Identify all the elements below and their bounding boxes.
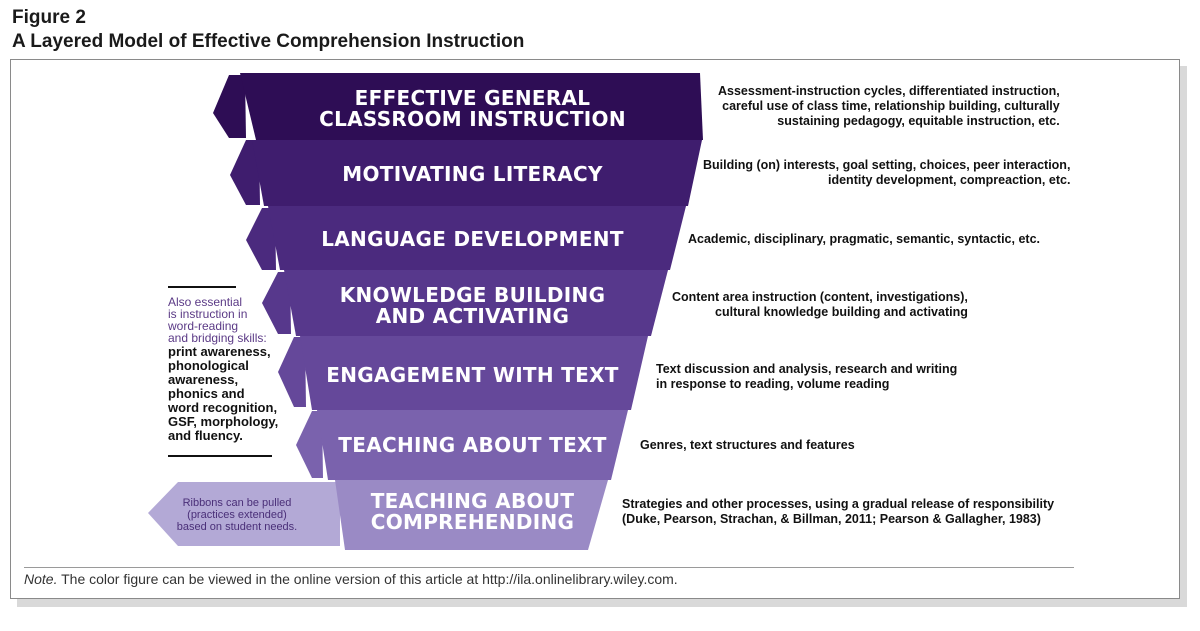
figure-note bbox=[24, 571, 678, 587]
layer-3-description bbox=[688, 232, 1040, 247]
side-note-skills-line-5: word recognition, bbox=[168, 400, 278, 415]
side-note-intro-line-2: is instruction in bbox=[168, 307, 248, 321]
layer-7-description bbox=[622, 497, 1054, 527]
side-note-skills-line-6: GSF, morphology, bbox=[168, 414, 279, 429]
layer-4-title-line-2: AND ACTIVATING bbox=[375, 304, 570, 328]
side-note bbox=[168, 296, 288, 443]
side-note-skills-line-2: phonological bbox=[168, 358, 249, 373]
side-note-skills-line-7: and fluency. bbox=[168, 428, 243, 443]
figure-title: A Layered Model of Effective Comprehension Instruction bbox=[12, 31, 525, 52]
layer-2-title-line-1: MOTIVATING LITERACY bbox=[342, 162, 603, 186]
layer-1-title-line-2: CLASSROOM INSTRUCTION bbox=[319, 107, 626, 131]
layer-7-title bbox=[290, 491, 655, 533]
layer-5-title-line-1: ENGAGEMENT WITH TEXT bbox=[326, 363, 619, 387]
side-note-intro-line-1: Also essential bbox=[168, 295, 243, 309]
layer-6-title bbox=[290, 435, 655, 456]
figure-label: Figure 2 bbox=[12, 7, 86, 28]
side-note-skills-line-4: phonics and bbox=[168, 386, 245, 401]
layer-4-title-line-1: KNOWLEDGE BUILDING bbox=[339, 283, 606, 307]
layer-2-description bbox=[703, 158, 1070, 188]
layer-3-title-line-1: LANGUAGE DEVELOPMENT bbox=[321, 227, 624, 251]
side-note-top-rule bbox=[168, 286, 236, 288]
layer-7-title-line-1: TEACHING ABOUT bbox=[370, 489, 575, 513]
layer-6-description bbox=[640, 438, 855, 453]
note-text: The color figure can be viewed in the online version of this article at http://ila.onlinelibrary.wiley.com. bbox=[57, 571, 678, 587]
side-note-intro-line-4: and bridging skills: bbox=[168, 331, 267, 345]
ribbon-note-line-2: (practices extended) bbox=[187, 509, 287, 521]
layer-6-description-line-1: Genres, text structures and features bbox=[640, 438, 855, 452]
layer-2-description-line-2: identity development, compreaction, etc. bbox=[828, 173, 1071, 187]
ribbon-note-line-3: based on student needs. bbox=[176, 521, 298, 533]
layer-6-title-line-1: TEACHING ABOUT TEXT bbox=[338, 433, 607, 457]
layer-1-description bbox=[718, 84, 1060, 129]
layer-5-description bbox=[656, 362, 957, 392]
layer-2-description-line-1: Building (on) interests, goal setting, choices, peer interaction, bbox=[703, 158, 1071, 172]
side-note-skills bbox=[168, 345, 288, 443]
ribbon-note bbox=[172, 497, 302, 533]
layer-4-description-line-2: cultural knowledge building and activating bbox=[715, 305, 968, 319]
note-divider bbox=[24, 567, 1074, 568]
layer-7-description-line-1: Strategies and other processes, using a gradual release of responsibility bbox=[622, 497, 1055, 511]
layer-1-description-line-3: sustaining pedagogy, equitable instruction, etc. bbox=[777, 114, 1060, 128]
layer-3-title bbox=[290, 229, 655, 250]
layer-1-description-line-2: careful use of class time, relationship building, culturally bbox=[722, 99, 1060, 113]
side-note-intro bbox=[168, 296, 288, 344]
layer-1-title bbox=[290, 88, 655, 130]
note-lead: Note. bbox=[24, 571, 58, 587]
layer-1-title-line-1: EFFECTIVE GENERAL bbox=[354, 86, 591, 110]
ribbon-note-line-1: Ribbons can be pulled bbox=[182, 497, 292, 509]
side-note-skills-line-1: print awareness, bbox=[168, 344, 271, 359]
layer-4-title bbox=[290, 285, 655, 327]
ribbon-tab-1 bbox=[213, 75, 246, 138]
layer-7-title-line-2: COMPREHENDING bbox=[370, 510, 575, 534]
layer-3-description-line-1: Academic, disciplinary, pragmatic, semantic, syntactic, etc. bbox=[688, 232, 1040, 246]
layer-5-description-line-2: in response to reading, volume reading bbox=[656, 377, 890, 391]
layer-1-description-line-1: Assessment-instruction cycles, differentiated instruction, bbox=[718, 84, 1060, 98]
layer-7-description-line-2: (Duke, Pearson, Strachan, & Billman, 2011; Pearson & Gallagher, 1983) bbox=[622, 512, 1041, 526]
layer-5-title bbox=[290, 365, 655, 386]
layer-5-description-line-1: Text discussion and analysis, research and writing bbox=[656, 362, 958, 376]
side-note-intro-line-3: word-reading bbox=[168, 319, 239, 333]
layer-4-description bbox=[672, 290, 968, 320]
side-note-bottom-rule bbox=[168, 455, 272, 457]
layer-4-description-line-1: Content area instruction (content, investigations), bbox=[672, 290, 968, 304]
side-note-skills-line-3: awareness, bbox=[168, 372, 239, 387]
layer-2-title bbox=[290, 164, 655, 185]
